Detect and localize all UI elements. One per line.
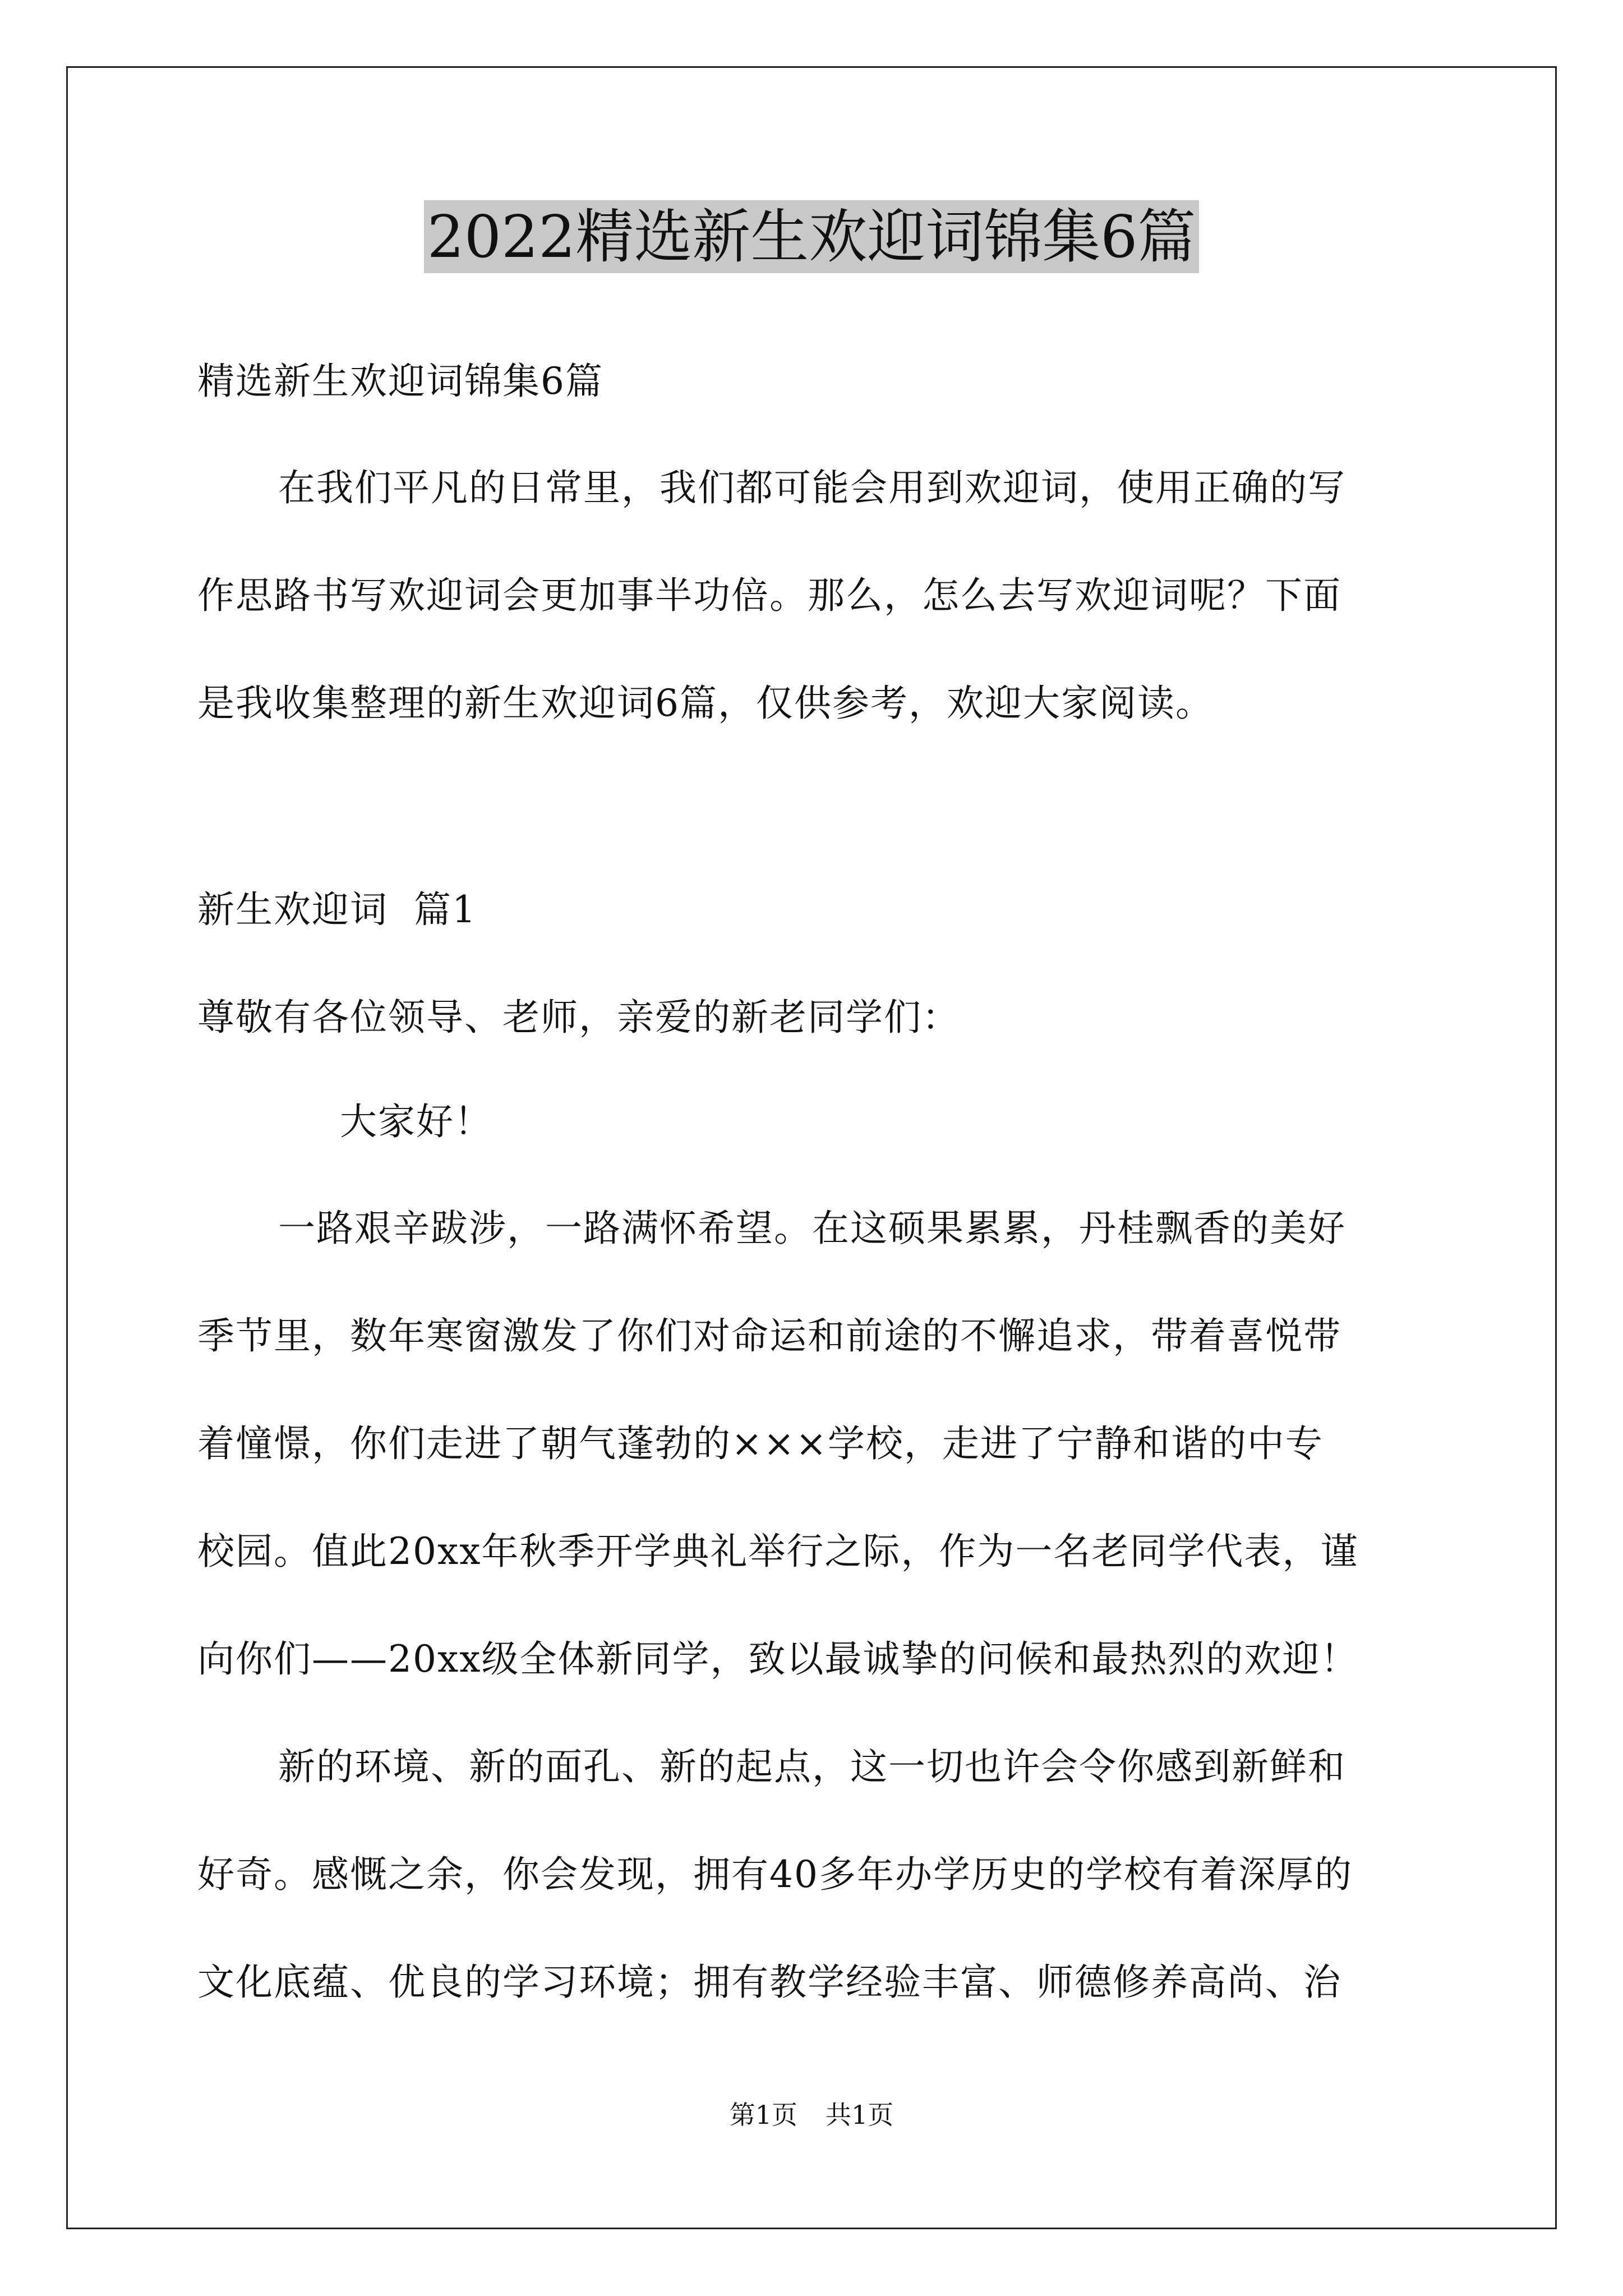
paragraph1-line-5: 向你们——20xx级全体新同学，致以最诚挚的问候和最热烈的欢迎！ xyxy=(197,1637,1359,1681)
salutation: 尊敬有各位领导、老师，亲爱的新老同学们： xyxy=(197,996,960,1039)
page-number-total: 共1页 xyxy=(826,2100,894,2130)
intro-line-1: 在我们平凡的日常里，我们都可能会用到欢迎词，使用正确的写 xyxy=(278,466,1346,509)
paragraph1-line-2: 季节里，数年寒窗激发了你们对命运和前途的不懈追求，带着喜悦带 xyxy=(197,1314,1341,1358)
paragraph2-line-2: 好奇。感慨之余，你会发现，拥有40多年办学历史的学校有着深厚的 xyxy=(197,1853,1353,1896)
page-number-current: 第1页 xyxy=(729,2100,797,2130)
paragraph1-line-3: 着憧憬，你们走进了朝气蓬勃的×××学校，走进了宁静和谐的中专 xyxy=(197,1422,1324,1465)
paragraph2-line-1: 新的环境、新的面孔、新的起点，这一切也许会令你感到新鲜和 xyxy=(278,1745,1346,1788)
page-footer xyxy=(0,2098,1623,2132)
paragraph1-line-1: 一路艰辛跋涉，一路满怀希望。在这硕果累累，丹桂飘香的美好 xyxy=(278,1207,1346,1250)
intro-line-2: 作思路书写欢迎词会更加事半功倍。那么，怎么去写欢迎词呢？下面 xyxy=(197,574,1341,617)
section-heading: 新生欢迎词 篇1 xyxy=(197,888,477,931)
intro-line-3: 是我收集整理的新生欢迎词6篇，仅供参考，欢迎大家阅读。 xyxy=(197,682,1214,725)
paragraph2-line-3: 文化底蕴、优良的学习环境；拥有教学经验丰富、师德修养高尚、治 xyxy=(197,1961,1341,2004)
document-subtitle: 精选新生欢迎词锦集6篇 xyxy=(197,360,603,403)
document-title xyxy=(0,197,1623,276)
paragraph1-line-4: 校园。值此20xx年秋季开学典礼举行之际，作为一名老同学代表，谨 xyxy=(197,1530,1359,1573)
document-title-text: 2022精选新生欢迎词锦集6篇 xyxy=(424,200,1200,273)
greeting: 大家好！ xyxy=(340,1100,492,1143)
